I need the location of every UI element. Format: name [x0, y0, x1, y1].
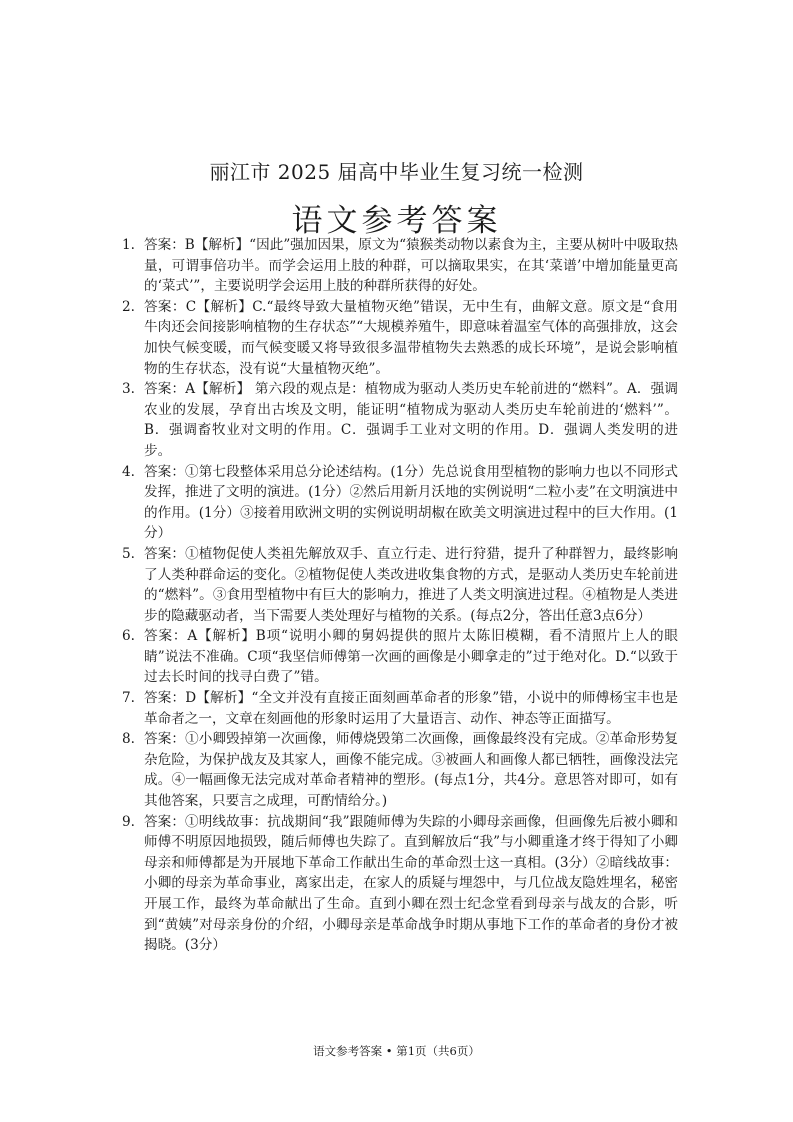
answer-text: 答案：①小卿毁掉第一次画像，师傅烧毁第二次画像，画像最终没有完成。②革命形势复杂危险，为保护战友及其家人，画像不能完成。③被画人和画像人都已牺牲，画像没法完成。④一幅画像无法完成对革命者精神的塑形。(每点1分，共4分。意思答对即可，如有其他答案，只要言之成理，可酌情给分。) [144, 731, 678, 810]
answer-text: 答案：A【解析】B项“说明小卿的舅妈提供的照片太陈旧模糊，看不清照片上人的眼睛”说法不准确。C项“我坚信师傅第一次画的画像是小卿拿走的”过于绝对化。D.“以致于过去长时间的找寻白费了”错。 [144, 628, 678, 686]
answer-text: 答案：①植物促使人类祖先解放双手、直立行走、进行狩猎，提升了种群智力，最终影响了人类种群命运的变化。②植物促使人类改进收集食物的方式，是驱动人类历史车轮前进的“燃料”。③食用型植物中有巨大的影响力，推进了人类文明演进过程。④植物是人类进步的隐藏驱动者，当下需要人类处理好与植物的关系。(每点2分，答出任意3点6分） [144, 545, 678, 624]
answer-number: 5. [122, 545, 135, 562]
answer-item [116, 297, 678, 379]
answer-list [116, 235, 678, 956]
answer-text: 答案：B【解析】“因此”强加因果，原文为“猿猴类动物以素食为主，主要从树叶中吸取热量，可谓事倍功半。而学会运用上肢的种群，可以摘取果实，在其‘菜谱’中增加能量更高的‘菜式’”，主要说明学会运用上肢的种群所获得的好处。 [144, 237, 678, 295]
answer-text: 答案：①明线故事：抗战期间“我”跟随师傅为失踪的小卿母亲画像，但画像先后被小卿和师傅不明原因地损毁，随后师傅也失踪了。直到解放后“我”与小卿重逢才终于得知了小卿母亲和师傅都是为开展地下革命工作献出生命的革命烈士这一真相。(3分）②暗线故事：小卿的母亲为革命事业，离家出走，在家人的质疑与埋怨中，与几位战友隐姓埋名，秘密开展工作，最终为革命献出了生命。直到小卿在烈士纪念堂看到母亲与战友的合影，听到“黄姨”对母亲身份的介绍，小卿母亲是革命战争时期从事地下工作的革命者的身份才被揭晓。(3分） [144, 813, 678, 954]
answer-text: 答案：D【解析】“全文并没有直接正面刻画革命者的形象”错，小说中的师傅杨宝丰也是革命者之一，文章在刻画他的形象时运用了大量语言、动作、神态等正面描写。 [144, 690, 678, 727]
answer-number: 8. [122, 731, 135, 748]
answer-item [116, 544, 678, 626]
answer-item [116, 462, 678, 544]
answer-item [116, 729, 678, 811]
answer-text: 答案：C【解析】C.“最终导致大量植物灭绝”错误，无中生有，曲解文意。原文是“食用牛肉还会间接影响植物的生存状态”“大规模养殖牛，即意味着温室气体的高强排放，这会加快气候变暖，而气候变暖又将导致很多温带植物失去熟悉的成长环境”，是说会影响植物的生存状态，没有说“大量植物灭绝”。 [144, 298, 678, 377]
answer-number: 1. [122, 237, 135, 253]
answer-number: 2. [122, 298, 135, 315]
answer-number: 7. [122, 690, 135, 707]
answer-item [116, 626, 678, 688]
answer-text: 答案：①第七段整体采用总分论述结构。(1分）先总说食用型植物的影响力也以不同形式发挥，推进了文明的演进。(1分）②然后用新月沃地的实例说明“二粒小麦”在文明演进中的作用。(1分）③接着用欧洲文明的实例说明胡椒在欧美文明演进过程中的巨大作用。(1分） [144, 463, 678, 542]
answer-item [116, 235, 678, 297]
page-footer: 语文参考答案 • 第1页（共6页） [313, 1044, 480, 1058]
document-subtitle: 语文参考答案 [291, 203, 502, 239]
answer-number: 9. [122, 813, 135, 830]
answer-number: 4. [122, 463, 135, 480]
document-title: 丽江市 2025 届高中毕业生复习统一检测 [209, 160, 584, 184]
answer-number: 3. [122, 381, 135, 398]
answer-item [116, 379, 678, 461]
answer-item [116, 688, 678, 729]
answer-item [116, 812, 678, 956]
answer-text: 答案：A【解析】 第六段的观点是：植物成为驱动人类历史车轮前进的“燃料”。A．强调农业的发展，孕育出古埃及文明，能证明“植物成为驱动人类历史车轮前进的‘燃料’”。B．强调畜牧业对文明的作用。C．强调手工业对文明的作用。D．强调人类发明的进步。 [144, 381, 678, 459]
answer-number: 6. [122, 628, 135, 645]
